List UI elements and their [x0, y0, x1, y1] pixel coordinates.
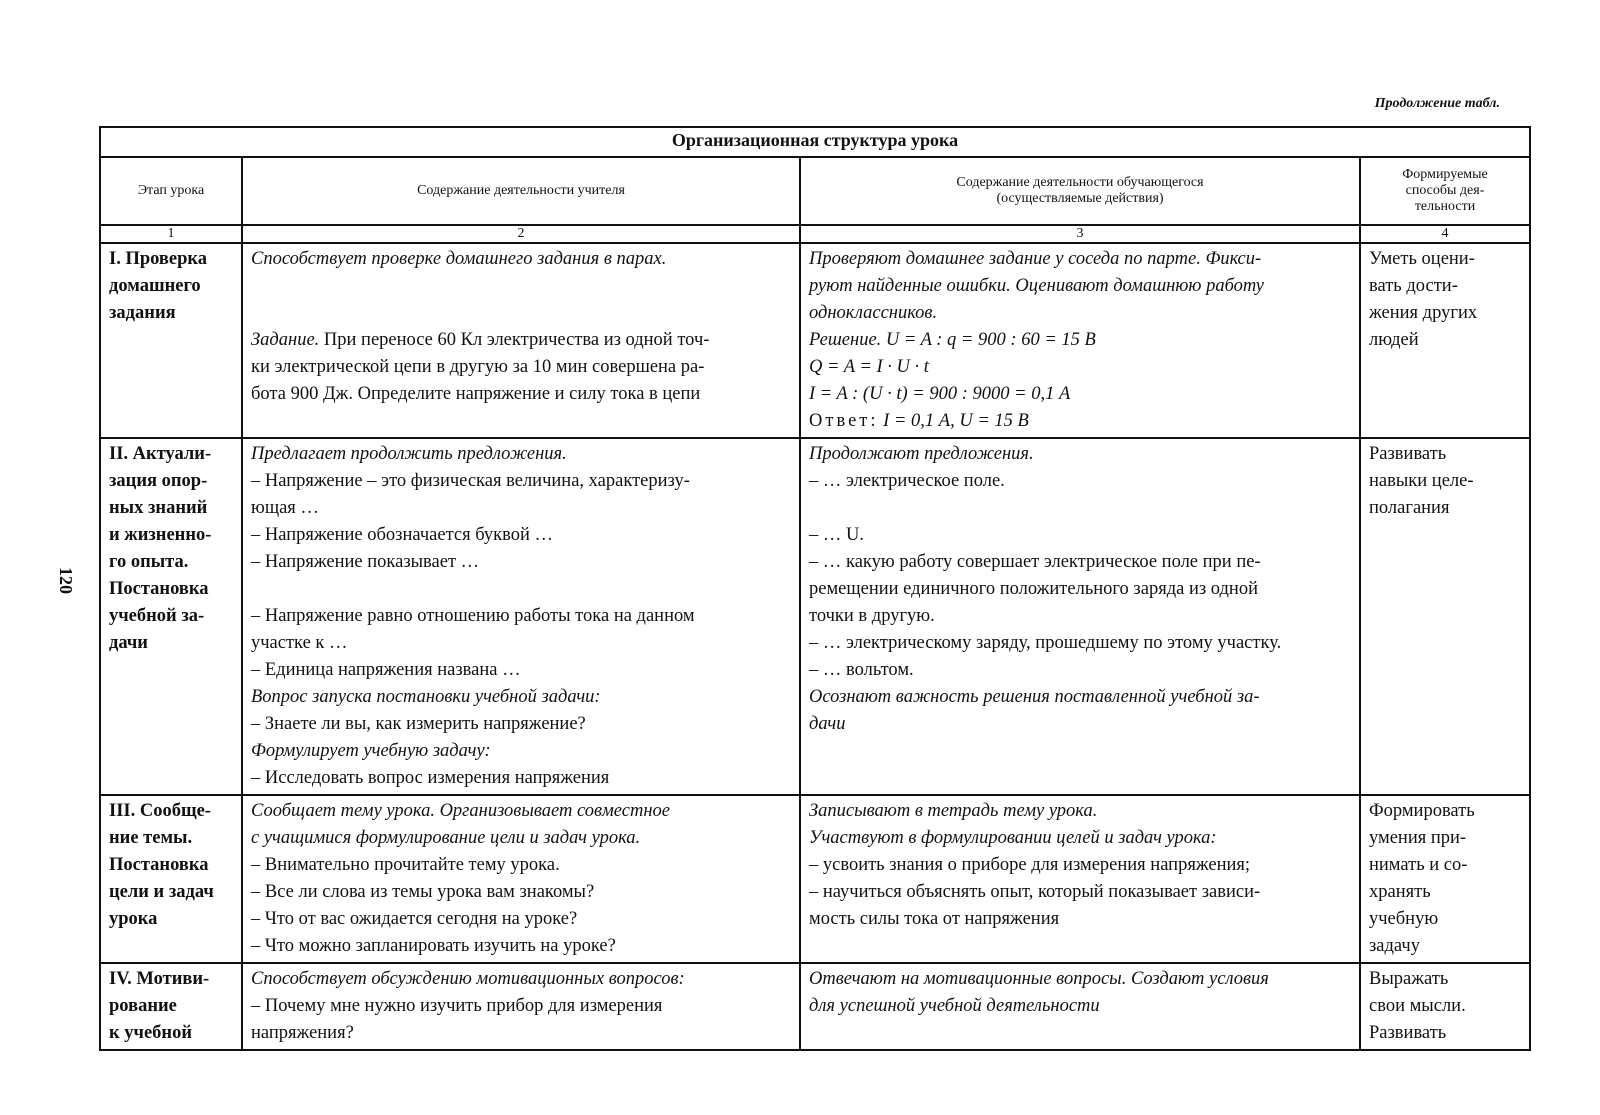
col-number-1: 1	[100, 225, 242, 243]
teacher-line: – Исследовать вопрос измерения напряжения	[251, 768, 610, 788]
skills-line: Выражать	[1369, 969, 1449, 989]
solution-line: I = A : (U · t) = 900 : 9000 = 0,1 А	[809, 384, 1071, 404]
teacher-line: Способствует обсуждению мотивационных вопросов:	[251, 969, 685, 989]
stage-line: дачи	[109, 633, 148, 653]
skills-line: свои мысли.	[1369, 996, 1466, 1016]
skills-line: умения при-	[1369, 828, 1467, 848]
skills-cell	[1360, 963, 1530, 1050]
col-number-4: 4	[1360, 225, 1530, 243]
skills-line: полагания	[1369, 498, 1450, 518]
stage-line: задания	[109, 303, 176, 323]
student-line: дачи	[809, 714, 846, 734]
answer-text: I = 0,1 А, U = 15 В	[878, 411, 1029, 431]
header-student	[800, 157, 1360, 225]
student-line: – … электрическое поле.	[809, 471, 1005, 491]
stage-line: к учебной	[109, 1023, 192, 1043]
skills-line: Развивать	[1369, 1023, 1447, 1043]
stage-line: домашнего	[109, 276, 201, 296]
solution-line: Решение. U = A : q = 900 : 60 = 15 В	[809, 330, 1096, 350]
skills-line: учебную	[1369, 909, 1439, 929]
teacher-line	[251, 576, 791, 603]
skills-line: Формировать	[1369, 801, 1475, 821]
skills-line: Развивать	[1369, 444, 1447, 464]
header-skills-line2: способы дея-	[1405, 183, 1485, 198]
student-cell	[800, 438, 1360, 795]
answer-label: Ответ:	[809, 411, 879, 431]
student-line: Проверяют домашнее задание у соседа по парте. Фикси-	[809, 249, 1262, 269]
skills-line: жения других	[1369, 303, 1478, 323]
student-line: Продолжают предложения.	[809, 444, 1034, 464]
student-line: Отвечают на мотивационные вопросы. Создают условия	[809, 969, 1269, 989]
student-line: – … U.	[809, 525, 864, 545]
header-skills	[1360, 157, 1530, 225]
stage-cell	[100, 963, 242, 1050]
stage-line: II. Актуали-	[109, 444, 212, 464]
column-number-row	[100, 225, 1530, 243]
skills-line: задачу	[1369, 936, 1420, 956]
table-title: Организационная структура урока	[100, 127, 1530, 157]
student-line: – … вольтом.	[809, 660, 914, 680]
teacher-line: – Напряжение – это физическая величина, характеризу-	[251, 471, 690, 491]
stage-line: Постановка	[109, 855, 209, 875]
student-cell	[800, 795, 1360, 963]
teacher-line: Предлагает продолжить предложения.	[251, 444, 567, 464]
header-row	[100, 157, 1530, 225]
answer-line	[809, 408, 1351, 435]
teacher-line: ющая …	[251, 498, 319, 518]
student-line: – усвоить знания о приборе для измерения напряжения;	[809, 855, 1251, 875]
stage-line: ние темы.	[109, 828, 193, 848]
teacher-line: Сообщает тему урока. Организовывает совместное	[251, 801, 670, 821]
lesson-structure-table	[99, 126, 1531, 1051]
header-teacher: Содержание деятельности учителя	[242, 157, 800, 225]
teacher-line: Вопрос запуска постановки учебной задачи:	[251, 687, 601, 707]
header-skills-line1: Формируемые	[1402, 167, 1488, 182]
student-line: одноклассников.	[809, 303, 938, 323]
stage-line: III. Сообще-	[109, 801, 211, 821]
stage-line: учебной за-	[109, 606, 205, 626]
header-student-line2: (осуществляемые действия)	[996, 191, 1164, 206]
table-row	[100, 438, 1530, 795]
col-number-2: 2	[242, 225, 800, 243]
stage-line: го опыта.	[109, 552, 189, 572]
student-line	[809, 495, 1351, 522]
teacher-line: – Единица напряжения названа …	[251, 660, 521, 680]
teacher-line: – Почему мне нужно изучить прибор для измерения	[251, 996, 663, 1016]
task-line	[251, 327, 791, 354]
task-label: Задание.	[251, 330, 320, 350]
skills-line: хранять	[1369, 882, 1431, 902]
skills-cell	[1360, 243, 1530, 438]
teacher-line: Формулирует учебную задачу:	[251, 741, 491, 761]
student-line: – научиться объяснять опыт, который показывает зависи-	[809, 882, 1261, 902]
teacher-line: – Внимательно прочитайте тему урока.	[251, 855, 560, 875]
skills-line: людей	[1369, 330, 1419, 350]
table-row	[100, 243, 1530, 438]
teacher-line: участке к …	[251, 633, 348, 653]
stage-cell	[100, 243, 242, 438]
student-line: – … электрическому заряду, прошедшему по этому участку.	[809, 633, 1282, 653]
student-cell	[800, 963, 1360, 1050]
teacher-line: Способствует проверке домашнего задания в парах.	[251, 249, 667, 269]
skills-cell	[1360, 795, 1530, 963]
teacher-line: – Знаете ли вы, как измерить напряжение?	[251, 714, 586, 734]
page-number: 120	[56, 567, 76, 594]
teacher-cell	[242, 963, 800, 1050]
student-line: для успешной учебной деятельности	[809, 996, 1100, 1016]
student-line: точки в другую.	[809, 606, 935, 626]
stage-cell	[100, 795, 242, 963]
task-line: ки электрической цепи в другую за 10 мин совершена ра-	[251, 357, 705, 377]
teacher-line: – Все ли слова из темы урока вам знакомы?	[251, 882, 595, 902]
student-line: Осознают важность решения поставленной учебной за-	[809, 687, 1260, 707]
student-line: – … какую работу совершает электрическое поле при пе-	[809, 552, 1261, 572]
col-number-3: 3	[800, 225, 1360, 243]
teacher-cell	[242, 795, 800, 963]
stage-line: ных знаний	[109, 498, 208, 518]
student-line: Записывают в тетрадь тему урока.	[809, 801, 1098, 821]
stage-line: IV. Мотиви-	[109, 969, 210, 989]
task-text: При переносе 60 Кл электричества из одной точ-	[319, 330, 710, 350]
stage-line: и жизненно-	[109, 525, 212, 545]
teacher-line: – Что можно запланировать изучить на уроке?	[251, 936, 616, 956]
header-skills-line3: тельности	[1414, 199, 1476, 214]
header-student-line1: Содержание деятельности обучающегося	[956, 175, 1204, 190]
skills-line: вать дости-	[1369, 276, 1458, 296]
table-row	[100, 795, 1530, 963]
stage-cell	[100, 438, 242, 795]
spacer-line	[251, 300, 791, 327]
continued-label: Продолжение табл.	[1374, 96, 1500, 111]
teacher-line: – Напряжение показывает …	[251, 552, 480, 572]
stage-line: I. Проверка	[109, 249, 208, 269]
solution-line: Q = A = I · U · t	[809, 357, 929, 377]
task-line: бота 900 Дж. Определите напряжение и силу тока в цепи	[251, 384, 701, 404]
teacher-line: – Что от вас ожидается сегодня на уроке?	[251, 909, 578, 929]
header-stage: Этап урока	[100, 157, 242, 225]
student-line: мость силы тока от напряжения	[809, 909, 1060, 929]
teacher-line: напряжения?	[251, 1023, 354, 1043]
teacher-line: – Напряжение равно отношению работы тока на данном	[251, 606, 695, 626]
student-line: руют найденные ошибки. Оценивают домашнюю работу	[809, 276, 1264, 296]
stage-line: цели и задач	[109, 882, 214, 902]
teacher-cell	[242, 438, 800, 795]
student-cell	[800, 243, 1360, 438]
skills-line: нимать и со-	[1369, 855, 1468, 875]
teacher-cell	[242, 243, 800, 438]
stage-line: Постановка	[109, 579, 209, 599]
table-row	[100, 963, 1530, 1050]
student-line: Участвуют в формулировании целей и задач урока:	[809, 828, 1217, 848]
stage-line: зация опор-	[109, 471, 208, 491]
skills-cell	[1360, 438, 1530, 795]
student-line: ремещении единичного положительного заряда из одной	[809, 579, 1258, 599]
teacher-line: с учащимися формулирование цели и задач урока.	[251, 828, 641, 848]
stage-line: урока	[109, 909, 158, 929]
skills-line: Уметь оцени-	[1369, 249, 1475, 269]
stage-line: рование	[109, 996, 177, 1016]
spacer-line	[251, 273, 791, 300]
skills-line: навыки целе-	[1369, 471, 1474, 491]
teacher-line: – Напряжение обозначается буквой …	[251, 525, 554, 545]
